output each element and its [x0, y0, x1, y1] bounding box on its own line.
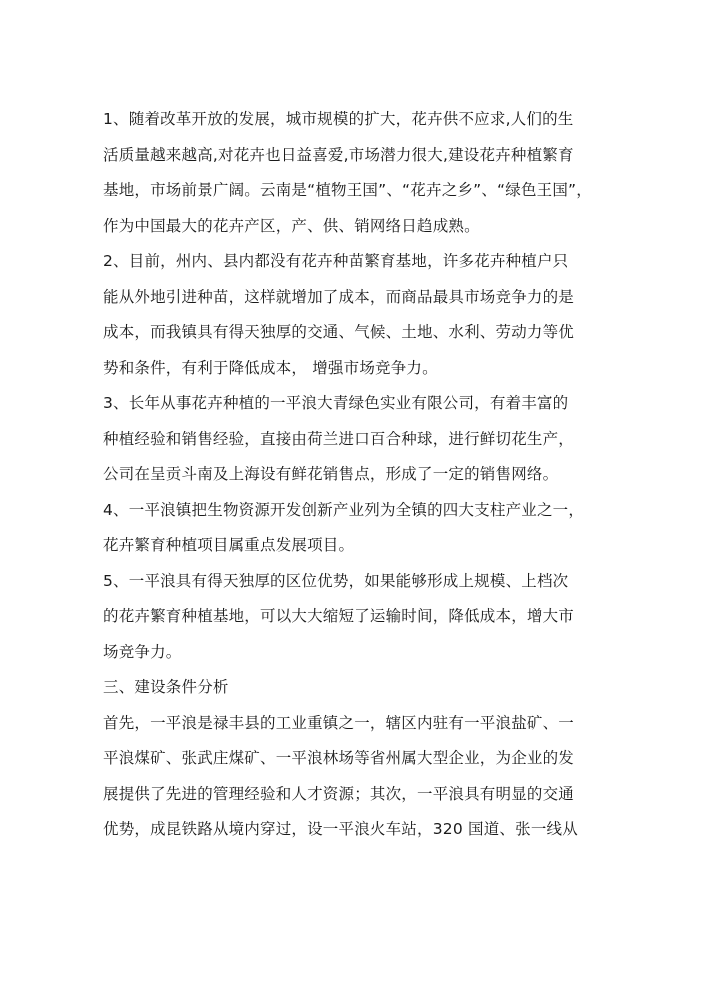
- paragraph-5-line-1: 5、一平浪具有得天独厚的区位优势，如果能够形成上规模、上档次: [103, 572, 569, 590]
- paragraph-2-line-1: 2、目前，州内、县内都没有花卉种苗繁育基地，许多花卉种植户只: [103, 252, 569, 270]
- paragraph-6-line-4: 优势，成昆铁路从境内穿过，设一平浪火车站，320 国道、张一线从: [103, 820, 578, 838]
- paragraph-1-line-2: 活质量越来越高,对花卉也日益喜爱,市场潜力很大,建设花卉种植繁育: [103, 146, 574, 164]
- paragraph-5-line-2: 的花卉繁育种植基地，可以大大缩短了运输时间，降低成本，增大市: [103, 607, 575, 625]
- paragraph-4-line-2: 花卉繁育种植项目属重点发展项目。: [103, 536, 355, 554]
- paragraph-6-line-3: 展提供了先进的管理经验和人才资源；其次，一平浪具有明显的交通: [103, 785, 575, 803]
- paragraph-3-line-1: 3、长年从事花卉种植的一平浪大青绿色实业有限公司，有着丰富的: [103, 394, 569, 412]
- paragraph-2-line-3: 成本，而我镇具有得天独厚的交通、气候、土地、水利、劳动力等优: [103, 323, 575, 341]
- paragraph-4-line-1: 4、一平浪镇把生物资源开发创新产业列为全镇的四大支柱产业之一，: [103, 501, 585, 519]
- paragraph-1-line-4: 作为中国最大的花卉产区，产、供、销网络日趋成熟。: [103, 217, 480, 235]
- paragraph-2-line-2: 能从外地引进种苗，这样就增加了成本，而商品最具市场竞争力的是: [103, 288, 575, 306]
- paragraph-5-line-3: 场竞争力。: [103, 643, 182, 661]
- paragraph-6-line-2: 平浪煤矿、张武庄煤矿、一平浪林场等省州属大型企业，为企业的发: [103, 749, 575, 767]
- section-heading: 三、建设条件分析: [103, 678, 229, 696]
- paragraph-3-line-3: 公司在呈贡斗南及上海设有鲜花销售点，形成了一定的销售网络。: [103, 465, 559, 483]
- paragraph-3-line-2: 种植经验和销售经验，直接由荷兰进口百合种球，进行鲜切花生产，: [103, 430, 575, 448]
- paragraph-2-line-4: 势和条件，有利于降低成本， 增强市场竞争力。: [103, 359, 438, 377]
- paragraph-6-line-1: 首先，一平浪是禄丰县的工业重镇之一，辖区内驻有一平浪盐矿、一: [103, 714, 575, 732]
- paragraph-1-line-1: 1、随着改革开放的发展，城市规模的扩大，花卉供不应求,人们的生: [103, 110, 574, 128]
- paragraph-1-line-3: 基地，市场前景广阔。云南是“植物王国”、“花卉之乡”、“绿色王国”，: [103, 181, 592, 199]
